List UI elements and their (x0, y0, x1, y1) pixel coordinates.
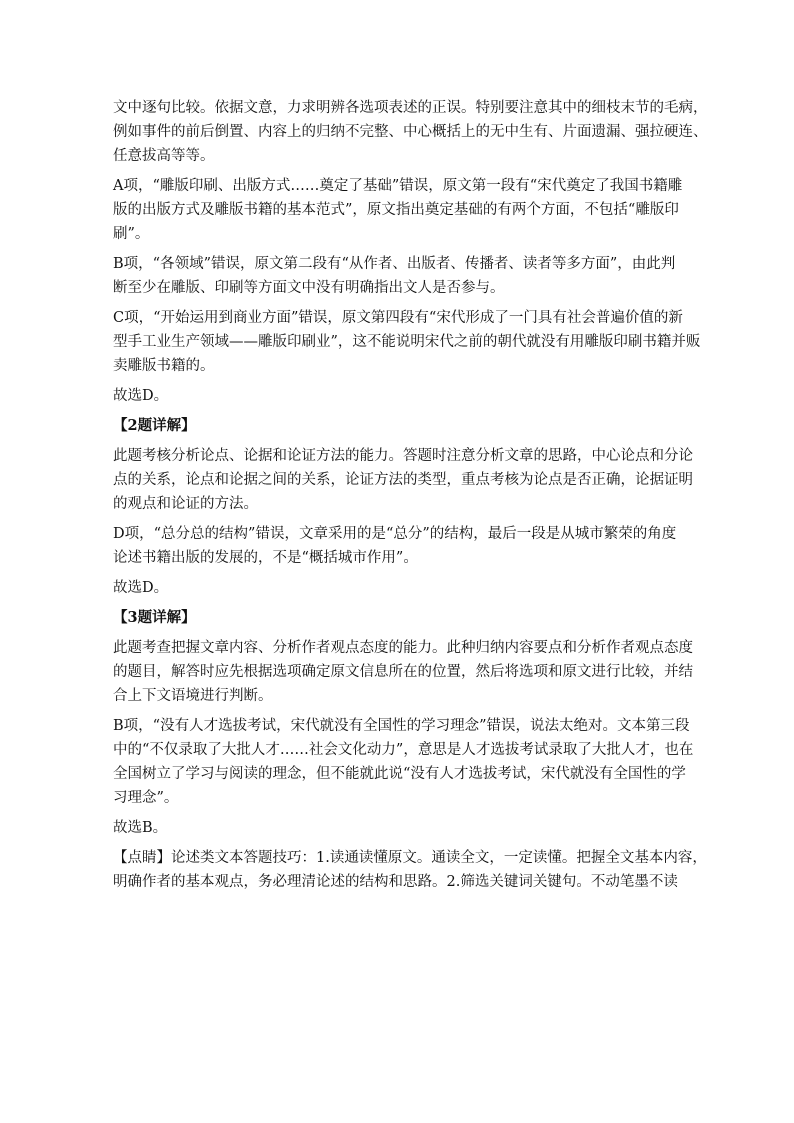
text-line: 习理念”。 (113, 790, 179, 806)
text-line: 任意拔高等等。 (113, 148, 215, 164)
text-line: 点的关系，论点和论据之间的关系，论证方法的类型，重点考核为论点是否正确，论据证明 (113, 472, 693, 488)
paragraph (113, 522, 683, 570)
text-line: 文中逐句比较。依据文意，力求明辨各选项表述的正误。特别要注意其中的细枝末节的毛病， (113, 100, 708, 116)
text-line: 型手工业生产领域——雕版印刷业”，这不能说明宋代之前的朝代就没有用雕版印刷书籍并贩 (113, 334, 701, 350)
paragraph (113, 384, 683, 408)
text-line: 的题目，解答时应先根据选项确定原文信息所在的位置，然后将选项和原文进行比较，并结 (113, 664, 693, 680)
text-line: 【2题详解】 (113, 417, 196, 434)
text-line: C项，“开始运用到商业方面”错误，原文第四段有“宋代形成了一门具有社会普遍价值的新 (113, 310, 683, 326)
text-line: 此题考核分析论点、论据和论证方法的能力。答题时注意分析文章的思路，中心论点和分论 (113, 448, 693, 464)
document-body (113, 96, 708, 900)
text-line: 明确作者的基本观点，务必理清论述的结构和思路。2.筛选关键词关键句。不动笔墨不读 (113, 874, 678, 890)
paragraph (113, 816, 683, 840)
text-line: 故选B。 (113, 820, 168, 836)
paragraph (113, 636, 693, 708)
text-line: 故选D。 (113, 388, 169, 404)
text-line: 例如事件的前后倒置、内容上的归纳不完整、中心概括上的无中生有、片面遗漏、强拉硬连、 (113, 124, 708, 140)
text-line: B项，“各领域”错误，原文第二段有“从作者、出版者、传播者、读者等多方面”，由此判 (113, 256, 676, 272)
paragraph (113, 444, 693, 516)
text-line: 的观点和论证的方法。 (113, 496, 258, 512)
paragraph (113, 306, 701, 378)
text-line: 合上下文语境进行判断。 (113, 688, 273, 704)
section-heading (113, 414, 683, 438)
paragraph (113, 576, 683, 600)
paragraph (113, 252, 683, 300)
text-line: B项，“没有人才选拔考试，宋代就没有全国性的学习理念”错误，说法太绝对。文本第三段 (113, 718, 690, 734)
text-line: 全国树立了学习与阅读的理念，但不能就此说“没有人才选拔考试，宋代就没有全国性的学 (113, 766, 686, 782)
text-line: 此题考查把握文章内容、分析作者观点态度的能力。此种归纳内容要点和分析作者观点态度 (113, 640, 693, 656)
text-line: 【点睛】论述类文本答题技巧：1.读通读懂原文。通读全文，一定读懂。把握全文基本内容， (113, 850, 707, 866)
text-line: A项，“雕版印刷、出版方式……奠定了基础”错误，原文第一段有“宋代奠定了我国书籍雕 (113, 178, 683, 194)
text-line: 版的出版方式及雕版书籍的基本范式”，原文指出奠定基础的有两个方面，不包括“雕版印 (113, 202, 679, 218)
paragraph (113, 846, 707, 894)
text-line: 断至少在雕版、印刷等方面文中没有明确指出文人是否参与。 (113, 280, 505, 296)
text-line: 卖雕版书籍的。 (113, 358, 215, 374)
text-line: 论述书籍出版的发展的，不是“概括城市作用”。 (113, 550, 418, 566)
paragraph (113, 96, 708, 168)
text-line: D项，“总分总的结构”错误，文章采用的是“总分”的结构，最后一段是从城市繁荣的角度 (113, 526, 677, 542)
text-line: 故选D。 (113, 580, 169, 596)
text-line: 【3题详解】 (113, 609, 196, 626)
paragraph (113, 174, 683, 246)
paragraph (113, 714, 694, 810)
text-line: 刷”。 (113, 226, 150, 242)
section-heading (113, 606, 683, 630)
text-line: 中的“不仅录取了大批人才……社会文化动力”，意思是人才选拔考试录取了大批人才，也在 (113, 742, 694, 758)
